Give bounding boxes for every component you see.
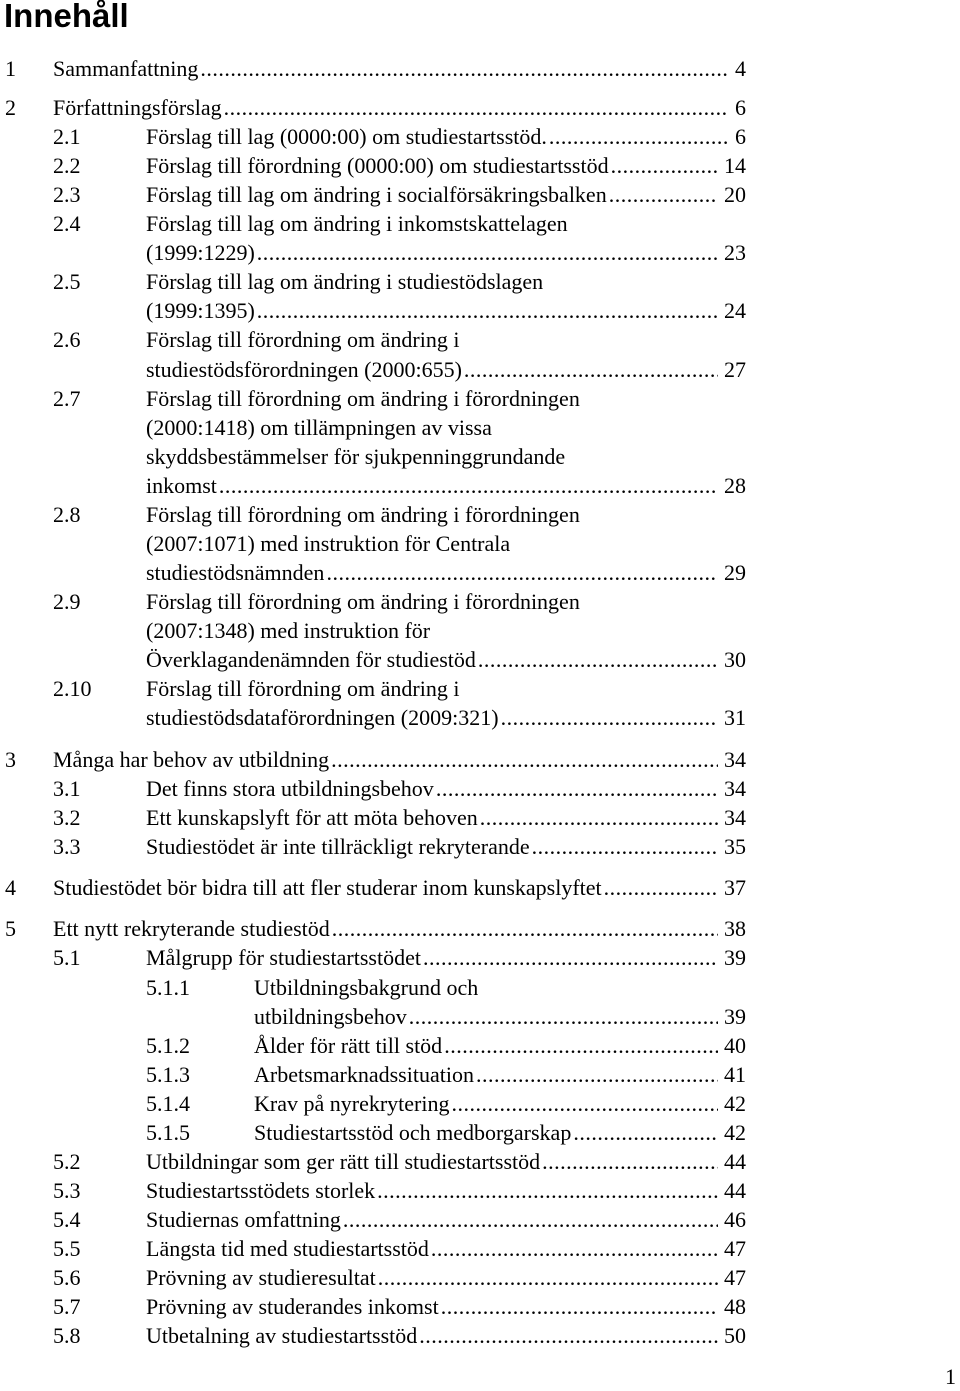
toc-entry-title: (2007:1071) med instruktion för Centrala [146,530,511,556]
toc-entry-number: 5.1.1 [146,974,190,1000]
toc-page-number: 31 [724,705,746,731]
toc-entry-number: 5.2 [53,1148,81,1174]
toc-entry-title: Förslag till lag om ändring i socialförsäkringsbalken [146,182,607,208]
toc-entry-title: Förslag till förordning om ändring i förordningen [146,385,580,411]
dot-leader [331,745,718,774]
dot-leader [532,832,718,861]
toc-line [0,973,746,1002]
toc-line [0,1234,746,1263]
toc-line [0,803,746,832]
toc-line [0,914,746,943]
dot-leader [377,1176,718,1205]
dot-leader [257,296,718,325]
toc-entry-title: Överklagandenämnden för studiestöd [146,647,476,672]
toc-entry-title: (1999:1229) [146,240,255,266]
dot-leader [257,238,718,267]
toc-page-number: 39 [724,1003,746,1029]
toc-entry-number: 5.1 [53,945,81,971]
toc-entry-title: Utbildningar som ger rätt till studiestartsstöd [146,1148,541,1174]
toc-entry-title: skyddsbestämmelser för sjukpenninggrundande [146,443,566,469]
toc-entry-title: Krav på nyrekrytering [254,1090,450,1116]
toc-entry-title: Förslag till förordning (0000:00) om studiestartsstöd [146,153,609,179]
toc-line [0,413,746,442]
toc-line [0,296,746,325]
toc-entry-number: 2.6 [53,327,81,353]
toc-page-number: 38 [724,916,746,942]
toc-page-number: 35 [724,834,746,860]
toc-line [0,500,746,529]
dot-leader [542,1147,718,1176]
toc-entry-number: 3.1 [53,776,81,802]
toc-line [0,587,746,616]
toc-entry-title: Författningsförslag [53,95,222,121]
toc-entry-title: Det finns stora utbildningsbehov [146,776,434,802]
toc-entry-number: 3 [5,747,16,773]
toc-line [0,558,746,587]
toc-line [0,442,746,471]
dot-leader [419,1321,718,1350]
toc-page-number: 23 [724,240,746,266]
toc-line [0,325,746,354]
toc-entry-title: studiestödsnämnden [146,559,325,585]
toc-line [0,384,746,413]
toc-entry-title: inkomst [146,472,217,498]
dot-leader [200,54,729,83]
toc-entry-number: 2 [5,95,16,121]
toc-page-number: 40 [724,1032,746,1058]
toc-page-number: 44 [724,1148,746,1174]
toc-entry-title: studiestödsdataförordningen (2009:321) [146,705,499,731]
toc-line [0,1089,746,1118]
toc-entry-title: Ett kunskapslyft för att möta behoven [146,805,478,831]
toc-page-number: 34 [724,776,746,802]
toc-page-number: 42 [724,1119,746,1145]
dot-leader [444,1031,718,1060]
toc-entry-number: 3.2 [53,805,81,831]
toc-page-number: 34 [724,805,746,831]
toc-entry-title: (2007:1348) med instruktion för [146,617,431,643]
dot-leader [476,1060,718,1089]
toc-page-number: 47 [724,1235,746,1261]
toc-entry-number: 5.4 [53,1206,81,1232]
toc-entry-number: 5.8 [53,1323,81,1349]
dot-leader [219,471,718,500]
dot-leader [431,1234,718,1263]
dot-leader [549,122,729,151]
dot-leader [326,558,718,587]
toc-line [0,1118,746,1147]
toc-line [0,93,746,122]
toc-line [0,267,746,296]
dot-leader [609,180,718,209]
page-title: Innehåll [4,0,129,34]
toc-page-number: 34 [724,747,746,773]
toc-page-number: 6 [735,124,746,150]
toc-page-number: 29 [724,559,746,585]
toc-entry-number: 2.1 [53,124,81,150]
dot-leader [423,943,718,972]
dot-leader [604,873,718,902]
toc-line [0,209,746,238]
toc-line [0,151,746,180]
toc-line [0,1060,746,1089]
toc-page-number: 6 [735,95,746,121]
toc-entry-number: 2.3 [53,182,81,208]
dot-leader [501,703,718,732]
dot-leader [441,1292,718,1321]
toc-entry-number: 5.7 [53,1294,81,1320]
toc-entry-title: Utbetalning av studiestartsstöd [146,1323,418,1349]
dot-leader [378,1263,718,1292]
toc-page-number: 4 [735,56,746,81]
toc-line [0,529,746,558]
toc-entry-title: studiestödsförordningen (2000:655) [146,356,462,382]
toc-entry-title: Förslag till förordning om ändring i [146,327,460,353]
toc-entry-title: Förslag till lag om ändring i inkomstskattelagen [146,211,568,237]
dot-leader [451,1089,718,1118]
toc-line [0,745,746,774]
toc-line [0,180,746,209]
toc-entry-title: Förslag till förordning om ändring i [146,676,460,702]
toc-entry-number: 1 [5,56,16,81]
toc-entry-number: 2.7 [53,385,81,411]
toc-page-number: 41 [724,1061,746,1087]
toc-entry-number: 2.10 [53,676,92,702]
toc-line [0,1321,746,1350]
toc-entry-title: Förslag till lag (0000:00) om studiestartsstöd. [146,124,547,150]
toc-page-number: 42 [724,1090,746,1116]
toc-entry-title: Utbildningsbakgrund och [254,974,479,1000]
page-number: 1 [945,1364,956,1389]
toc-page-number: 14 [724,153,746,179]
toc-line [0,832,746,861]
toc-page-number: 50 [724,1323,746,1349]
toc-entry-number: 3.3 [53,834,81,860]
toc-line [0,1002,746,1031]
dot-leader [573,1118,718,1147]
toc-line [0,1292,746,1321]
toc-page-number: 39 [724,945,746,971]
toc-line [0,1031,746,1060]
toc-entry-number: 5.6 [53,1265,81,1290]
toc-page-number: 44 [724,1177,746,1203]
toc-line [0,943,746,972]
toc-entry-number: 2.5 [53,269,81,295]
toc-entry-title: Studiestartsstödets storlek [146,1177,376,1203]
toc-page-number: 47 [724,1265,746,1290]
toc-entry-title: Studiernas omfattning [146,1206,341,1232]
dot-leader [409,1002,718,1031]
toc-entry-number: 5.1.4 [146,1090,190,1116]
toc-entry-number: 2.9 [53,588,81,614]
toc-entry-number: 5 [5,916,16,942]
toc-line [0,54,746,83]
dot-leader [343,1205,718,1234]
dot-leader [480,803,718,832]
toc-entry-title: Prövning av studerandes inkomst [146,1294,439,1320]
toc-line [0,238,746,267]
toc-line [0,645,746,674]
dot-leader [332,914,718,943]
toc-page-number: 30 [724,647,746,672]
toc-entry-title: Sammanfattning [53,56,199,81]
toc-entry-number: 2.2 [53,153,81,179]
toc-entry-number: 5.1.2 [146,1032,190,1058]
toc-entry-title: Studiestartsstöd och medborgarskap [254,1119,572,1145]
toc-entry-number: 2.4 [53,211,81,237]
toc-line [0,674,746,703]
toc-page-number: 27 [724,356,746,382]
toc-entry-title: Förslag till förordning om ändring i förordningen [146,501,580,527]
toc-line [0,774,746,803]
toc-entry-number: 2.8 [53,501,81,527]
toc-entry-title: Studiestödet är inte tillräckligt rekryterande [146,834,530,860]
dot-leader [478,645,718,674]
toc-entry-title: Ett nytt rekryterande studiestöd [53,916,330,942]
toc-page-number: 46 [724,1206,746,1232]
toc-entry-title: Många har behov av utbildning [53,747,330,773]
toc-entry-title: Förslag till lag om ändring i studiestödslagen [146,269,544,295]
toc-line [0,355,746,384]
toc-page-number: 48 [724,1294,746,1320]
toc-entry-title: utbildningsbehov [254,1003,407,1029]
toc-page-number: 37 [724,875,746,901]
toc-line [0,1263,746,1292]
toc-line [0,703,746,732]
toc-line [0,616,746,645]
dot-leader [224,93,729,122]
toc-line [0,1176,746,1205]
dot-leader [611,151,718,180]
toc-page-number: 20 [724,182,746,208]
toc-entry-number: 4 [5,875,16,901]
dot-leader [436,774,718,803]
toc-entry-title: Förslag till förordning om ändring i förordningen [146,588,580,614]
toc-entry-title: Målgrupp för studiestartsstödet [146,945,421,971]
toc-entry-number: 5.5 [53,1235,81,1261]
toc-line [0,1147,746,1176]
toc-entry-title: Arbetsmarknadssituation [254,1061,474,1087]
toc-entry-title: Längsta tid med studiestartsstöd [146,1235,429,1261]
toc-page-number: 24 [724,298,746,324]
toc-line [0,471,746,500]
toc-entry-number: 5.3 [53,1177,81,1203]
toc-entry-title: Studiestödet bör bidra till att fler studerar inom kunskapslyftet [53,875,602,901]
toc-line [0,873,746,902]
toc-line [0,122,746,151]
toc-entry-title: Ålder för rätt till stöd [254,1032,443,1058]
toc-line [0,1205,746,1234]
dot-leader [464,355,718,384]
toc-entry-title: (2000:1418) om tillämpningen av vissa [146,414,492,440]
toc-entry-title: Prövning av studieresultat [146,1265,376,1290]
toc-entry-title: (1999:1395) [146,298,255,324]
toc-page-number: 28 [724,472,746,498]
toc-entry-number: 5.1.3 [146,1061,190,1087]
toc-entry-number: 5.1.5 [146,1119,190,1145]
